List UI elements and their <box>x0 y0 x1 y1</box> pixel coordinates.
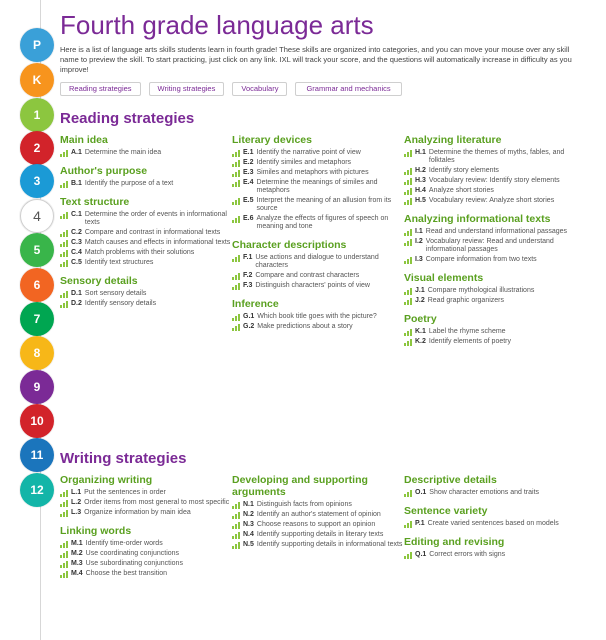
section-reading-strategies <box>60 110 600 354</box>
skill-code: B.1 <box>71 180 82 187</box>
skill-name: Analyze short stories <box>428 187 494 194</box>
skill-link[interactable] <box>232 159 404 167</box>
skill-category <box>404 536 576 559</box>
skill-bars-icon <box>404 552 412 559</box>
skill-name: Compare and contrast characters <box>255 272 360 279</box>
skill-link[interactable] <box>60 259 232 267</box>
skill-link[interactable] <box>60 499 232 507</box>
skill-link[interactable] <box>232 149 404 157</box>
skill-code: E.2 <box>243 159 254 166</box>
category-title: Poetry <box>404 313 437 325</box>
category-column <box>232 134 404 354</box>
skill-name: Use subordinating conjunctions <box>85 560 183 567</box>
skill-link[interactable] <box>232 521 404 529</box>
skill-bars-icon <box>60 500 68 507</box>
skill-name: Identify supporting details in informational texts <box>256 541 403 548</box>
category-title: Linking words <box>60 525 132 537</box>
skill-bars-icon <box>232 255 240 262</box>
skill-bars-icon <box>60 150 68 157</box>
skill-link[interactable] <box>232 215 404 231</box>
grade-tab-11[interactable]: 11 <box>20 438 54 472</box>
skill-name: Match causes and effects in informational texts <box>84 239 231 246</box>
skill-name: Determine the order of events in informational texts <box>84 211 227 226</box>
skill-name: Determine the main idea <box>84 149 162 156</box>
skill-code: J.2 <box>415 297 425 304</box>
skill-code: N.5 <box>243 541 254 548</box>
skill-link[interactable] <box>60 509 232 517</box>
skill-name: Interpret the meaning of an allusion from its source <box>256 197 392 212</box>
skill-bars-icon <box>404 298 412 305</box>
skill-name: Compare and contrast in informational texts <box>84 229 221 236</box>
skill-link[interactable] <box>404 520 576 528</box>
grade-tab-6[interactable]: 6 <box>20 268 54 302</box>
skill-category <box>232 134 404 231</box>
skill-category <box>404 272 576 305</box>
skill-code: H.5 <box>415 197 426 204</box>
grade-tab-9[interactable]: 9 <box>20 370 54 404</box>
skill-code: C.3 <box>71 239 82 246</box>
skill-link[interactable] <box>232 313 404 321</box>
skill-name: Identify an author's statement of opinion <box>256 511 381 518</box>
skill-name: Determine the themes of myths, fables, and folktales <box>428 149 565 164</box>
skill-category <box>60 474 232 517</box>
skill-category <box>404 213 576 264</box>
category-title: Character descriptions <box>232 239 347 251</box>
skill-category <box>404 474 576 497</box>
skill-link[interactable] <box>60 540 232 548</box>
skill-link[interactable] <box>404 551 576 559</box>
skill-code: N.1 <box>243 501 254 508</box>
grade-tab-4[interactable]: 4 <box>20 199 54 233</box>
grade-tab-3[interactable]: 3 <box>20 164 54 198</box>
skill-code: C.5 <box>71 259 82 266</box>
skill-link[interactable] <box>404 338 576 346</box>
skill-link[interactable] <box>404 328 576 336</box>
skill-name: Vocabulary review: Analyze short stories <box>428 197 555 204</box>
skill-bars-icon <box>60 561 68 568</box>
skill-link[interactable] <box>404 149 576 165</box>
skill-link[interactable] <box>232 197 404 213</box>
filter-vocabulary[interactable]: Vocabulary <box>232 82 287 96</box>
category-column <box>232 474 404 586</box>
skill-category <box>404 505 576 528</box>
section-title: Writing strategies <box>60 450 187 467</box>
filter-reading-strategies[interactable]: Reading strategies <box>60 82 141 96</box>
category-columns <box>60 474 600 586</box>
skill-bars-icon <box>60 571 68 578</box>
skill-name: Identify time-order words <box>85 540 163 547</box>
skill-name: Determine the meanings of similes and metaphors <box>256 179 378 194</box>
section-writing-strategies <box>60 450 600 586</box>
skill-bars-icon <box>232 160 240 167</box>
skill-category <box>404 313 576 346</box>
skill-link[interactable] <box>60 570 232 578</box>
skill-name: Vocabulary review: Identify story elements <box>428 177 560 184</box>
category-title: Descriptive details <box>404 474 497 486</box>
category-title: Analyzing informational texts <box>404 213 551 225</box>
skill-bars-icon <box>404 288 412 295</box>
skill-name: Create varied sentences based on models <box>427 520 559 527</box>
skill-category <box>60 165 232 188</box>
skill-code: E.1 <box>243 149 254 156</box>
skill-code: C.2 <box>71 229 82 236</box>
skill-bars-icon <box>232 314 240 321</box>
skill-link[interactable] <box>60 211 232 227</box>
skill-code: F.2 <box>243 272 253 279</box>
skill-bars-icon <box>60 212 68 219</box>
skill-bars-icon <box>232 502 240 509</box>
skill-bars-icon <box>60 230 68 237</box>
skill-name: Distinguish facts from opinions <box>256 501 352 508</box>
skill-link[interactable] <box>60 300 232 308</box>
skill-code: M.4 <box>71 570 83 577</box>
skill-name: Correct errors with signs <box>429 551 506 558</box>
skill-bars-icon <box>232 283 240 290</box>
grade-tab-2[interactable]: 2 <box>20 131 54 165</box>
category-title: Editing and revising <box>404 536 505 548</box>
skill-bars-icon <box>232 324 240 331</box>
category-title: Sensory details <box>60 275 138 287</box>
grade-level-rail <box>0 0 42 640</box>
category-title: Analyzing literature <box>404 134 502 146</box>
skill-name: Choose the best transition <box>85 570 167 577</box>
skill-code: H.4 <box>415 187 426 194</box>
skill-bars-icon <box>232 522 240 529</box>
skill-name: Identify supporting details in literary texts <box>256 531 384 538</box>
skill-link[interactable] <box>232 511 404 519</box>
page-title: Fourth grade language arts <box>60 10 374 40</box>
skill-category <box>232 298 404 331</box>
skill-name: Distinguish characters' points of view <box>255 282 370 289</box>
skill-link[interactable] <box>404 197 576 205</box>
skill-code: N.4 <box>243 531 254 538</box>
skill-link[interactable] <box>404 297 576 305</box>
skill-bars-icon <box>404 178 412 185</box>
section-title: Reading strategies <box>60 110 195 127</box>
skill-link[interactable] <box>60 560 232 568</box>
skill-name: Similes and metaphors with pictures <box>256 169 369 176</box>
skill-code: I.3 <box>415 256 423 263</box>
category-title: Literary devices <box>232 134 312 146</box>
skill-name: Label the rhyme scheme <box>428 328 506 335</box>
skill-link[interactable] <box>404 187 576 195</box>
skill-code: K.1 <box>415 328 426 335</box>
skill-bars-icon <box>60 301 68 308</box>
skill-name: Compare mythological illustrations <box>427 287 535 294</box>
skill-code: G.1 <box>243 313 255 320</box>
skill-bars-icon <box>60 240 68 247</box>
category-title: Main idea <box>60 134 108 146</box>
skill-name: Use actions and dialogue to understand characters <box>255 254 379 269</box>
skill-code: L.1 <box>71 489 82 496</box>
category-column <box>60 474 232 586</box>
skill-link[interactable] <box>60 229 232 237</box>
skill-name: Order items from most general to most specific <box>84 499 230 506</box>
skill-link[interactable] <box>232 323 404 331</box>
skill-name: Which book title goes with the picture? <box>257 313 377 320</box>
skill-bars-icon <box>404 229 412 236</box>
skill-code: G.2 <box>243 323 255 330</box>
skill-name: Read graphic organizers <box>427 297 504 304</box>
skill-code: P.1 <box>415 520 425 527</box>
skill-link[interactable] <box>232 272 404 280</box>
category-columns <box>60 134 600 354</box>
skill-bars-icon <box>232 542 240 549</box>
skill-name: Identify story elements <box>428 167 499 174</box>
skill-code: E.6 <box>243 215 254 222</box>
category-filter-row <box>60 82 600 96</box>
skill-code: K.2 <box>415 338 426 345</box>
skill-category <box>60 134 232 157</box>
skill-bars-icon <box>404 521 412 528</box>
skill-bars-icon <box>404 168 412 175</box>
skill-bars-icon <box>232 170 240 177</box>
skill-bars-icon <box>232 198 240 205</box>
skill-link[interactable] <box>60 249 232 257</box>
skill-link[interactable] <box>232 282 404 290</box>
skill-bars-icon <box>404 188 412 195</box>
skill-link[interactable] <box>60 149 232 157</box>
skill-code: F.3 <box>243 282 253 289</box>
skill-name: Identify similes and metaphors <box>256 159 352 166</box>
skill-name: Identify sensory details <box>84 300 157 307</box>
category-column <box>60 134 232 354</box>
skill-category <box>60 196 232 267</box>
skill-bars-icon <box>404 339 412 346</box>
skill-link[interactable] <box>232 501 404 509</box>
skill-name: Put the sentences in order <box>84 489 166 496</box>
skill-link[interactable] <box>60 290 232 298</box>
grade-tab-7[interactable]: 7 <box>20 302 54 336</box>
skill-bars-icon <box>60 181 68 188</box>
skill-link[interactable] <box>232 179 404 195</box>
skill-name: Organize information by main idea <box>84 509 191 516</box>
intro-text: Here is a list of language arts skills students learn in fourth grade! These skills are organized into categories, and you can move your mouse over any skill name to preview the skill. To start practicing, just click on any link. IXL will track your score, and the questions will automatically increase in difficulty as you improve! <box>60 45 572 74</box>
skill-code: F.1 <box>243 254 253 261</box>
skill-bars-icon <box>404 257 412 264</box>
grade-tab-12[interactable]: 12 <box>20 473 54 507</box>
skill-code: E.3 <box>243 169 254 176</box>
skill-name: Read and understand informational passages <box>425 228 568 235</box>
skill-code: O.1 <box>415 489 427 496</box>
skill-link[interactable] <box>232 531 404 539</box>
category-title: Inference <box>232 298 279 310</box>
skill-bars-icon <box>232 273 240 280</box>
skill-name: Make predictions about a story <box>257 323 353 330</box>
main-content <box>60 0 600 577</box>
skill-code: M.3 <box>71 560 83 567</box>
skill-name: Identify the narrative point of view <box>256 149 361 156</box>
grade-tab-8[interactable]: 8 <box>20 336 54 370</box>
skill-link[interactable] <box>404 287 576 295</box>
skill-bars-icon <box>232 180 240 187</box>
skill-code: C.4 <box>71 249 82 256</box>
skill-bars-icon <box>404 329 412 336</box>
category-title: Organizing writing <box>60 474 153 486</box>
skill-link[interactable] <box>404 228 576 236</box>
skill-code: Q.1 <box>415 551 427 558</box>
skill-bars-icon <box>404 490 412 497</box>
skill-category <box>60 525 232 578</box>
skill-link[interactable] <box>404 238 576 254</box>
skill-bars-icon <box>232 216 240 223</box>
category-title: Author's purpose <box>60 165 148 177</box>
skill-category <box>60 275 232 308</box>
skill-code: N.2 <box>243 511 254 518</box>
category-column <box>404 474 576 586</box>
skill-bars-icon <box>60 541 68 548</box>
grade-tab-p[interactable]: P <box>20 28 54 62</box>
skill-code: H.3 <box>415 177 426 184</box>
skill-link[interactable] <box>60 239 232 247</box>
skill-bars-icon <box>232 532 240 539</box>
category-title: Text structure <box>60 196 130 208</box>
skill-bars-icon <box>232 150 240 157</box>
skill-bars-icon <box>60 490 68 497</box>
skill-link[interactable] <box>232 254 404 270</box>
skill-code: A.1 <box>71 149 82 156</box>
skill-bars-icon <box>404 198 412 205</box>
skill-name: Choose reasons to support an opinion <box>256 521 376 528</box>
skill-code: E.5 <box>243 197 254 204</box>
skill-code: H.1 <box>415 149 426 156</box>
skill-link[interactable] <box>404 167 576 175</box>
skill-bars-icon <box>232 512 240 519</box>
skill-link[interactable] <box>232 169 404 177</box>
skill-code: M.1 <box>71 540 83 547</box>
skill-category <box>232 239 404 290</box>
skill-code: C.1 <box>71 211 82 218</box>
skill-link[interactable] <box>60 550 232 558</box>
grade-tab-5[interactable]: 5 <box>20 233 54 267</box>
skill-code: D.1 <box>71 290 82 297</box>
filter-grammar-and-mechanics[interactable]: Grammar and mechanics <box>295 82 401 96</box>
skill-name: Match problems with their solutions <box>84 249 195 256</box>
skill-name: Use coordinating conjunctions <box>85 550 180 557</box>
skill-name: Analyze the effects of figures of speech on meaning and tone <box>256 215 389 230</box>
skill-code: E.4 <box>243 179 254 186</box>
skill-code: I.2 <box>415 238 423 245</box>
skill-link[interactable] <box>60 489 232 497</box>
skill-link[interactable] <box>404 177 576 185</box>
category-title: Developing and supporting arguments <box>232 474 368 498</box>
skill-link[interactable] <box>404 489 576 497</box>
skill-bars-icon <box>404 150 412 157</box>
category-title: Sentence variety <box>404 505 488 517</box>
skill-category <box>232 474 404 549</box>
skill-link[interactable] <box>232 541 404 549</box>
grade-tab-k[interactable]: K <box>20 63 54 97</box>
skill-name: Sort sensory details <box>84 290 147 297</box>
skill-bars-icon <box>404 239 412 246</box>
skill-code: J.1 <box>415 287 425 294</box>
skill-name: Identify text structures <box>84 259 154 266</box>
category-column <box>404 134 576 354</box>
skill-bars-icon <box>60 260 68 267</box>
skill-code: H.2 <box>415 167 426 174</box>
skill-code: L.2 <box>71 499 82 506</box>
skill-link[interactable] <box>404 256 576 264</box>
category-title: Visual elements <box>404 272 484 284</box>
skill-code: L.3 <box>71 509 82 516</box>
skill-link[interactable] <box>60 180 232 188</box>
skill-code: M.2 <box>71 550 83 557</box>
skill-name: Identify elements of poetry <box>428 338 512 345</box>
grade-tab-1[interactable]: 1 <box>20 98 54 132</box>
skill-code: I.1 <box>415 228 423 235</box>
skill-bars-icon <box>60 551 68 558</box>
skill-code: D.2 <box>71 300 82 307</box>
grade-tab-10[interactable]: 10 <box>20 404 54 438</box>
skill-category <box>404 134 576 205</box>
skill-name: Vocabulary review: Read and understand informational passages <box>425 238 554 253</box>
skill-name: Identify the purpose of a text <box>84 180 174 187</box>
skill-bars-icon <box>60 291 68 298</box>
skill-code: N.3 <box>243 521 254 528</box>
skill-name: Compare information from two texts <box>425 256 537 263</box>
filter-writing-strategies[interactable]: Writing strategies <box>149 82 225 96</box>
skill-bars-icon <box>60 510 68 517</box>
skill-name: Show character emotions and traits <box>429 489 540 496</box>
skill-bars-icon <box>60 250 68 257</box>
